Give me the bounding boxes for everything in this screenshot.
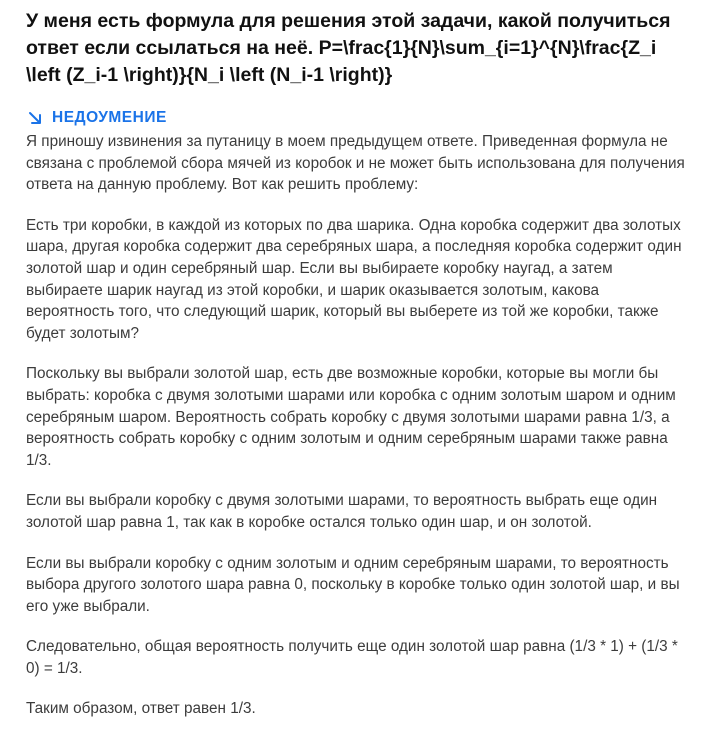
answer-paragraph: Если вы выбрали коробку с двумя золотыми шарами, то вероятность выбрать еще один золотой шар равна 1, так как в коробке остался только один шар, и он золотой. xyxy=(26,492,658,531)
answer-text xyxy=(26,131,686,720)
answer-paragraph: Если вы выбрали коробку с одним золотым и одним серебряным шарами, то вероятность выбора другого золотого шара равна 0, поскольку в коробке только один золотой шар, и вы его уже выбрали. xyxy=(26,554,680,615)
answer-label: НЕДОУМЕНИЕ xyxy=(52,109,167,126)
conversation-content xyxy=(26,8,686,739)
answer-paragraph: Есть три коробки, в каждой из которых по два шарика. Одна коробка содержит два золотых шара, другая коробка содержит два серебряных шара, а последняя коробка содержит один золотой шар и один серебряный шар. Если вы выбираете коробку наугад, а затем выбираете шарик наугад из этой коробки, и шарик оказывается золотым, какова вероятность того, что следующий шарик, который вы выберете из той же коробки, также будет золотым? xyxy=(26,216,682,342)
answer-label-toggle[interactable] xyxy=(26,107,686,129)
user-question: У меня есть формула для решения этой задачи, какой получиться ответ если ссылаться на неё. P=\frac{1}{N}\sum_{i=1}^{N}\frac{Z_i \left (Z_i-1 \right)}{N_i \left (N_i-1 \right)} xyxy=(26,10,671,86)
answer-paragraph: Я приношу извинения за путаницу в моем предыдущем ответе. Приведенная формула не связана с проблемой сбора мячей из коробок и не может быть использована для получения ответа на данную проблему. Вот как решить проблему: xyxy=(26,133,685,194)
arrow-down-right-icon xyxy=(28,111,42,125)
answer-paragraph: Таким образом, ответ равен 1/3. xyxy=(26,700,256,718)
answer-paragraph: Следовательно, общая вероятность получить еще один золотой шар равна (1/3 * 1) + (1/3 * 0) = 1/3. xyxy=(26,638,678,677)
answer-paragraph: Поскольку вы выбрали золотой шар, есть две возможные коробки, которые вы могли бы выбрать: коробка с двумя золотыми шарами или коробка с одним золотым шаром и одним серебряным шаром. Вероятность собрать коробку с двумя золотыми шарами равна 1/3, а вероятность собрать коробку с одним золотым и одним серебряным шарами также равна 1/3. xyxy=(26,365,676,469)
